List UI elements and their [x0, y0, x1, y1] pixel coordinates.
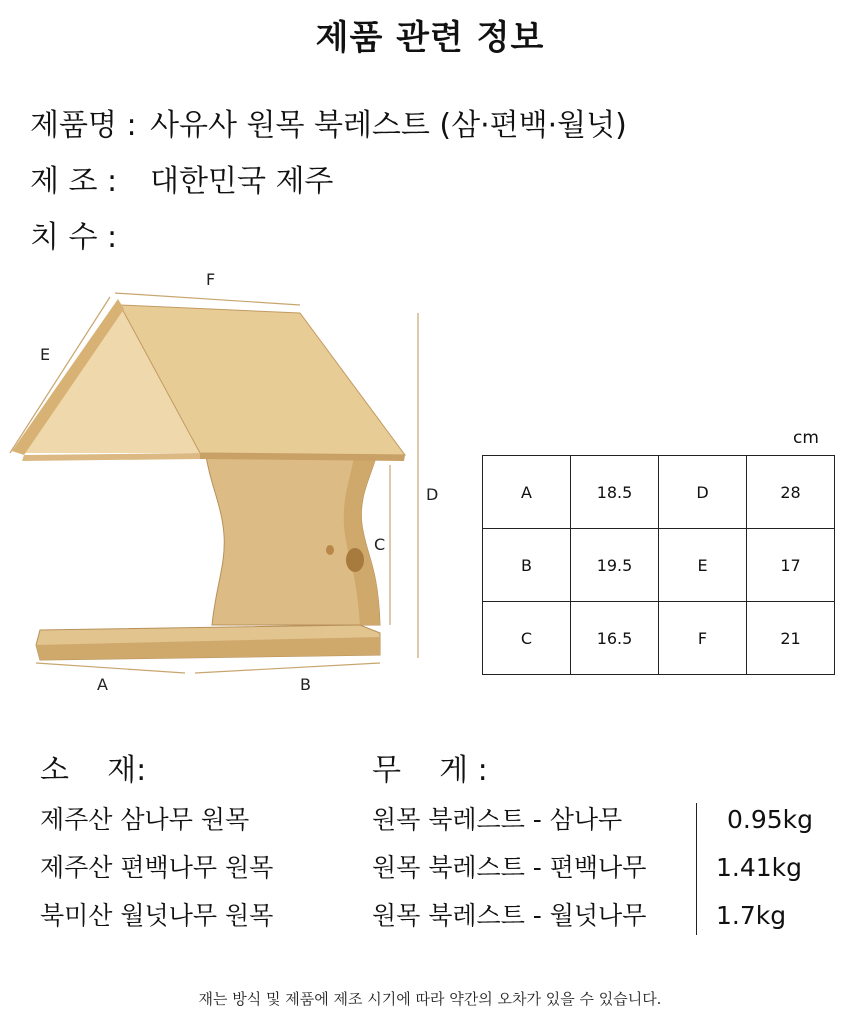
- table-cell: 17: [747, 529, 835, 602]
- roof-bottom-edge: [22, 453, 200, 461]
- info-value: 대한민국 제주: [150, 164, 334, 199]
- table-row: [483, 602, 835, 675]
- weight-value: 1.7kg: [716, 901, 787, 930]
- dim-line-b: [195, 663, 380, 673]
- table-cell: D: [659, 456, 747, 529]
- weight-item-name: 원목 북레스트 - 월넛나무: [372, 901, 647, 930]
- table-row: [483, 529, 835, 602]
- table-cell: 19.5: [571, 529, 659, 602]
- info-manufacture: [30, 162, 333, 202]
- weights-heading: 무 게 :: [372, 753, 488, 788]
- table-cell: 18.5: [571, 456, 659, 529]
- weight-value: 1.41kg: [716, 853, 803, 882]
- dim-label-a: A: [97, 675, 108, 694]
- info-key: 치 수 :: [30, 220, 118, 255]
- wood-knot: [346, 548, 364, 572]
- material-item: 제주산 삼나무 원목: [40, 805, 250, 834]
- table-cell: B: [483, 529, 571, 602]
- info-key: 제 조 :: [30, 164, 118, 199]
- table-cell: F: [659, 602, 747, 675]
- table-cell: C: [483, 602, 571, 675]
- info-key: 제품명 :: [30, 108, 137, 143]
- material-item: 북미산 월넛나무 원목: [40, 901, 274, 930]
- weight-item-name: 원목 북레스트 - 편백나무: [372, 853, 647, 882]
- table-row: [483, 456, 835, 529]
- table-cell: E: [659, 529, 747, 602]
- materials-heading: 소 재:: [40, 753, 147, 788]
- weight-item-name: 원목 북레스트 - 삼나무: [372, 805, 623, 834]
- table-cell: 16.5: [571, 602, 659, 675]
- dim-line-a: [36, 663, 185, 673]
- dim-label-e: E: [40, 345, 51, 364]
- dim-label-b: B: [300, 675, 311, 694]
- material-item: 제주산 편백나무 원목: [40, 853, 274, 882]
- table-cell: 21: [747, 602, 835, 675]
- dim-label-d: D: [426, 485, 439, 504]
- weight-value: 0.95kg: [727, 805, 814, 834]
- dimension-unit: cm: [793, 428, 819, 448]
- product-diagram: [0, 265, 470, 705]
- info-value: 사유사 원목 북레스트 (삼·편백·월넛): [150, 108, 627, 143]
- dim-label-c: C: [374, 535, 386, 554]
- wood-knot: [326, 545, 334, 555]
- dim-line-f: [115, 293, 300, 305]
- dimension-table: [482, 455, 835, 675]
- table-cell: 28: [747, 456, 835, 529]
- table-cell: A: [483, 456, 571, 529]
- weight-divider: [696, 803, 697, 935]
- info-dimensions: [30, 218, 150, 258]
- footnote: 재는 방식 및 제품에 제조 시기에 따라 약간의 오차가 있을 수 있습니다.: [198, 990, 662, 1008]
- dim-label-f: F: [206, 270, 216, 289]
- info-product-name: [30, 106, 627, 146]
- page-title: 제품 관련 정보: [315, 18, 545, 58]
